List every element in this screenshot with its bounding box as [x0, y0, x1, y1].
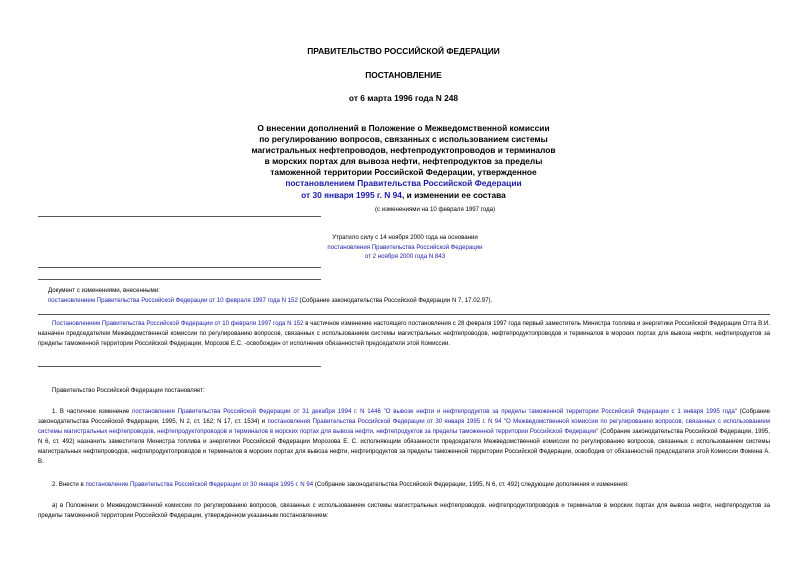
divider: [38, 279, 321, 280]
intro-paragraph: [38, 386, 770, 396]
title-link-date[interactable]: от 30 января 1995 г. N 94: [301, 189, 402, 200]
item-2a-paragraph: [38, 501, 770, 521]
title-line: в морских портах для вывоза нефти, нефтепродуктов за пределы: [264, 156, 543, 167]
item1-link-94[interactable]: постановления Правительства Российской Федерации от 30 января 1995 г. N 94 "О Межведомственной комиссии по регулированию вопросов, связанных с использованием системы магистральных нефтепроводов, нефтепродуктопроводов и терминалов в морских портах для вывоза нефти, нефтепродуктов за пределы таможенной территории Российской Федерации": [38, 418, 770, 436]
item1-mid: (Собрание законодательства Российской Федерации, 1995, N 2, ст. 162; N 17, ст. 1534) и: [38, 408, 770, 426]
intro-text: Правительство Российской Федерации постановляет:: [52, 387, 205, 394]
item1-prefix: 1. В частичное изменение: [52, 408, 133, 415]
item2-link-94[interactable]: постановление Правительства Российской Федерации от 30 января 1995 г. N 94: [85, 481, 314, 488]
amendments-note: (с изменениями на 10 февраля 1997 года): [374, 206, 496, 213]
document-title: [150, 123, 657, 201]
title-line: таможенной территории Российской Федерации, утвержденное: [270, 167, 537, 178]
expired-link-resolution[interactable]: постановления Правительства Российской Федерации: [327, 243, 483, 251]
document-changes: [48, 286, 768, 305]
changes-link[interactable]: постановлением Правительства Российской Федерации от 10 февраля 1997 года N 152: [48, 296, 298, 304]
document-date-number: от 6 марта 1996 года N 248: [348, 93, 459, 103]
item2-prefix: 2. Внести в: [52, 481, 86, 488]
title-line: магистральных нефтепроводов, нефтепродуктопроводов и терминалов: [251, 145, 556, 156]
expired-line: Утратило силу с 14 ноября 2000 года на основании: [332, 234, 478, 241]
item2a-text: а) в Положении о Межведомственной комиссии по регулированию вопросов, связанных с использованием системы магистральных нефтепроводов, нефтепродуктопроводов и терминалов в морских портах для вывоза нефти, нефтепродуктов за пределы таможенной территории Российской Федерации, утвержденном указанным постановлением:: [38, 502, 770, 520]
title-tail: , и изменении ее состава: [401, 189, 506, 200]
item1-tail: (Собрание законодательства Российской Федерации, 1995, N 6, ст. 492) назначить заместителя Министра топлива и энергетики Российской Федерации Морозова Е. С. исполняющим обязанности председателя Межведомственной комиссии по регулированию вопросов, связанных с использованием системы магистральных нефтепроводов, нефтепродуктопроводов и терминалов в морских портах для вывоза нефти, нефтепродуктов за пределы таможенной территории Российской Федерации, освободив от обязанностей председателя этой Комиссии Фомина А. В.: [38, 428, 770, 466]
expired-link-date[interactable]: от 2 ноября 2000 года N 843: [364, 253, 446, 260]
title-line: О внесении дополнений в Положение о Межведомственной комиссии: [257, 123, 550, 133]
expired-notice: [270, 233, 540, 262]
note-text: в частичное изменение настоящего постановления с 28 февраля 1997 года первый заместитель Министра топлива и энергетики Российской Федерации Отта В.И. назначен председателем Межведомственной комиссии по регулированию вопросов, связанных с использованием системы магистральных нефтепроводов, нефтепродуктопроводов и терминалов в морских портах для вывоза нефти, нефтепродуктов за пределы таможенной территории Российской Федерации, Морозов Е.С. -освобожден от исполнения обязанностей председателя этой Комиссии.: [38, 320, 770, 348]
title-line: по регулированию вопросов, связанных с использованием системы: [259, 134, 548, 145]
item-2-paragraph: [38, 480, 770, 490]
item2-tail: (Собрание законодательства Российской Федерации, 1995, N 6, ст. 492) следующие дополнения и изменения:: [313, 481, 629, 488]
title-link-resolution[interactable]: постановлением Правительства Российской Федерации: [285, 178, 522, 189]
government-name: ПРАВИТЕЛЬСТВО РОССИЙСКОЙ ФЕДЕРАЦИИ: [307, 46, 500, 56]
note-link[interactable]: Постановлением Правительства Российской Федерации от 10 февраля 1997 года N 152: [52, 320, 304, 327]
divider: [38, 267, 321, 268]
divider: [38, 314, 770, 315]
divider: [38, 216, 321, 217]
item-1-paragraph: [38, 407, 770, 468]
divider: [38, 366, 321, 367]
changes-source: (Собрание законодательства Российской Федерации N 7, 17.02.97).: [297, 296, 493, 304]
item1-link-1446[interactable]: постановления Правительства Российской Федерации от 31 декабря 1994 г. N 1446 "О вывозе нефти и нефтепродуктов за пределы таможенной территории Российской Федерации с 1 января 1995 года": [132, 408, 737, 415]
note-paragraph: [38, 319, 770, 349]
document-type: ПОСТАНОВЛЕНИЕ: [365, 70, 442, 80]
changes-label: Документ с изменениями, внесенными:: [48, 287, 160, 294]
